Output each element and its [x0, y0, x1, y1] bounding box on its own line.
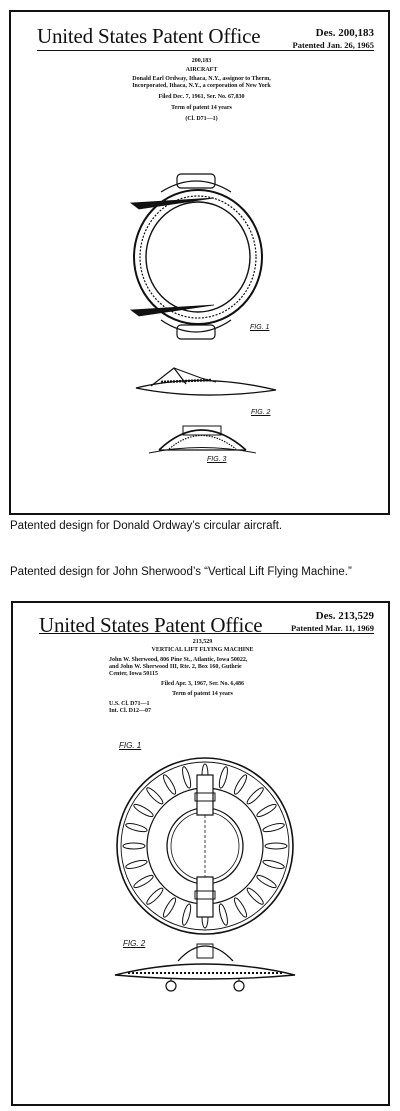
caption-ordway: Patented design for Donald Ordway’s circular aircraft.	[10, 520, 283, 532]
filed-line: Filed Dec. 7, 1961, Ser. No. 67,830	[158, 94, 245, 100]
patent-number: 200,183	[191, 58, 212, 64]
vane	[255, 802, 277, 818]
classification: (Cl. D71—1)	[185, 116, 218, 122]
patent-office-title: United States Patent Office	[37, 24, 261, 48]
caption-sherwood: Patented design for John Sherwood’s “Vertical Lift Flying Machine.”	[10, 566, 352, 578]
vane	[181, 766, 192, 789]
patent-document-aircraft	[9, 10, 390, 515]
inventor-line: Incorporated, Ithaca, N.Y., a corporation of New York	[132, 83, 271, 89]
int-classification: Int. Cl. D12—07	[109, 708, 152, 714]
inventor-line: Center, Iowa 50115	[109, 671, 158, 677]
vane	[132, 873, 154, 889]
inventor-line: John W. Sherwood, 806 Pine St., Atlantic, Iowa 50022,	[109, 657, 248, 663]
figure-label: FIG. 1	[119, 741, 142, 750]
vane	[161, 773, 177, 795]
vane	[245, 786, 265, 806]
vane	[125, 822, 148, 833]
vane	[123, 843, 145, 849]
patented-date: Patented Jan. 26, 1965	[292, 40, 374, 50]
patented-date: Patented Mar. 11, 1969	[290, 623, 374, 633]
vane	[255, 873, 277, 889]
inventor-line: and John W. Sherwood III, Rte. 2, Box 160, Guthrie	[109, 664, 242, 670]
patent-office-title: United States Patent Office	[39, 613, 263, 637]
vane	[218, 766, 229, 789]
filed-line: Filed Apr. 3, 1967, Ser. No. 6,486	[161, 681, 244, 687]
patent-document-vertical-lift	[11, 601, 390, 1106]
figure-label: FIG. 3	[207, 456, 227, 463]
design-number: Des. 200,183	[315, 27, 374, 39]
vane	[132, 802, 154, 818]
vane	[218, 903, 229, 926]
patent-title: AIRCRAFT	[185, 67, 218, 73]
inventor-line: Donald Earl Ordway, Ithaca, N.Y., assignor to Therm,	[132, 76, 271, 82]
vane	[181, 903, 192, 926]
flying-machine-drawing	[13, 603, 392, 1108]
term-line: Term of patent 14 years	[172, 691, 233, 697]
figure-label: FIG. 2	[123, 939, 146, 948]
design-number: Des. 213,529	[315, 610, 374, 622]
figure-label: FIG. 2	[251, 409, 271, 416]
vane	[161, 896, 177, 918]
vane	[265, 843, 287, 849]
vane	[245, 886, 265, 906]
vane	[125, 859, 148, 870]
vane	[145, 786, 165, 806]
aircraft-drawing	[11, 12, 392, 517]
patent-number: 213,529	[192, 639, 213, 645]
us-classification: U.S. Cl. D71—1	[109, 701, 150, 707]
vane	[145, 886, 165, 906]
vane	[262, 822, 285, 833]
vane	[232, 773, 248, 795]
figure-label: FIG. 1	[250, 324, 270, 331]
patent-title: VERTICAL LIFT FLYING MACHINE	[151, 647, 254, 653]
vane	[232, 896, 248, 918]
vane	[262, 859, 285, 870]
term-line: Term of patent 14 years	[171, 105, 232, 111]
